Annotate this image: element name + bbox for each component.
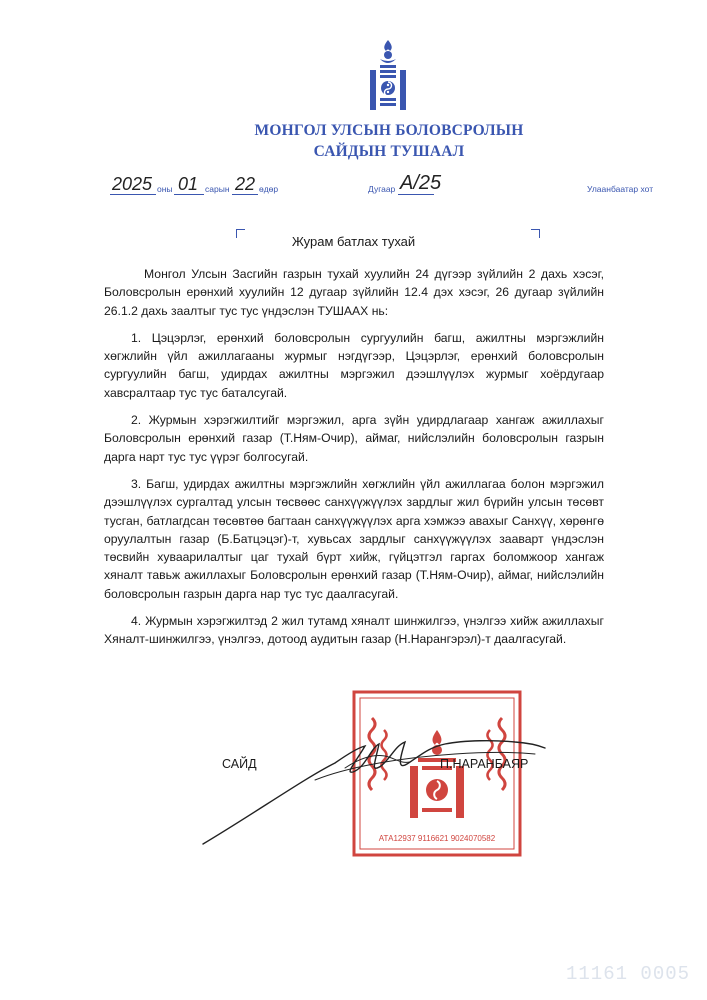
date-year: 2025	[112, 174, 153, 194]
title-line-1: МОНГОЛ УЛСЫН БОЛОВСРОЛЫН	[254, 122, 524, 139]
signer-name: П.НАРАНБАЯР	[440, 757, 529, 771]
seal-numbers: АТА12937 9116621 9024070582	[378, 834, 496, 843]
handwritten-signature	[195, 718, 575, 848]
document-number: А/25	[400, 172, 442, 194]
intro-paragraph: Монгол Улсын Засгийн газрын тухай хуулийн 24 дүгээр зүйлийн 2 дахь хэсэг, Боловсролын ерөнхий хуулийн 12 дугаар зүйлийн 12.4 дэх хэсэг, 26 дугаар зүйлийн 26.1.2 дахь заалтыг тус тус үндэслэн ТУШААХ нь:	[104, 267, 604, 318]
date-month: 01	[178, 174, 199, 194]
state-emblem-icon	[366, 38, 410, 114]
order-item-2: 2. Журмын хэрэгжилтийг мэргэжил, арга зүйн удирдлагаар хангаж ажиллахыг Боловсролын ерөнхий газар (Т.Ням-Очир), аймаг, нийслэлийн боловсролын газрын дарга нарт тус тус үүрэг болгосугай.	[104, 413, 604, 464]
order-item-4: 4. Журмын хэрэгжилтэд 2 жил тутамд хяналт шинжилгээ, үнэлгээ хийж ажиллахыг Хяналт-шинжилгээ, үнэлгээ, дотоод аудитын газар (Н.Нарангэрэл)-т даалгасугай.	[104, 614, 604, 647]
document-body	[104, 265, 604, 658]
order-item-3: 3. Багш, удирдах ажилтны мэргэжлийн хөгжлийн үйл ажиллагаа болон мэргэжил дээшлүүлэх сургалтад улсын төсвөөс санхүүжүүлэх зардлыг жил бүрийн улсын төсөвт тусган, батлагдсан төсөвтөө багтаан санхүүжүүлэх арга хэмжээ авахыг Санхүү, хөрөнгө оруулалтын газар (Б.Батцэцэг)-т, хувьсах зардлыг санхүүжүүлэх зааварт үндэслэн төсвийн хуваарилалтыг цаг тухай бүрт хийж, гүйцэтгэл гаргах боломжоор хангаж хяналт тавьж ажиллахыг Боловсролын ерөнхий газар (Т.Ням-Очир), аймаг, нийслэлийн боловсролын газрын дарга нар тус тус даалгасугай.	[104, 476, 604, 601]
date-day: 22	[235, 174, 256, 194]
month-label: сарын	[205, 184, 230, 194]
day-underline	[232, 194, 258, 195]
document-meta-row	[0, 172, 707, 198]
year-underline	[110, 194, 156, 195]
number-underline	[398, 194, 434, 195]
document-serial-number: 11161 0005	[566, 963, 691, 985]
document-title	[200, 120, 578, 162]
day-label: өдөр	[259, 184, 279, 194]
year-label: оны	[157, 184, 173, 194]
month-underline	[174, 194, 204, 195]
order-item-1: 1. Цэцэрлэг, ерөнхий боловсролын сургуулийн багш, ажилтны мэргэжлийн хөгжлийн үйл ажиллагааны журмыг нэгдүгээр, Цэцэрлэг, ерөнхий боловсролын сургуулийн багш, удирдах ажилтны мэргэжил дээшлүүлэх журмыг хоёрдугаар хавсралтаар тус тус баталсугай.	[104, 330, 604, 400]
signer-title: САЙД	[222, 757, 257, 771]
document-subject: Журам батлах тухай	[291, 234, 416, 249]
number-label: Дугаар	[368, 184, 396, 194]
city-label: Улаанбаатар хот	[587, 184, 654, 194]
title-line-2: САЙДЫН ТУШААЛ	[313, 143, 465, 160]
